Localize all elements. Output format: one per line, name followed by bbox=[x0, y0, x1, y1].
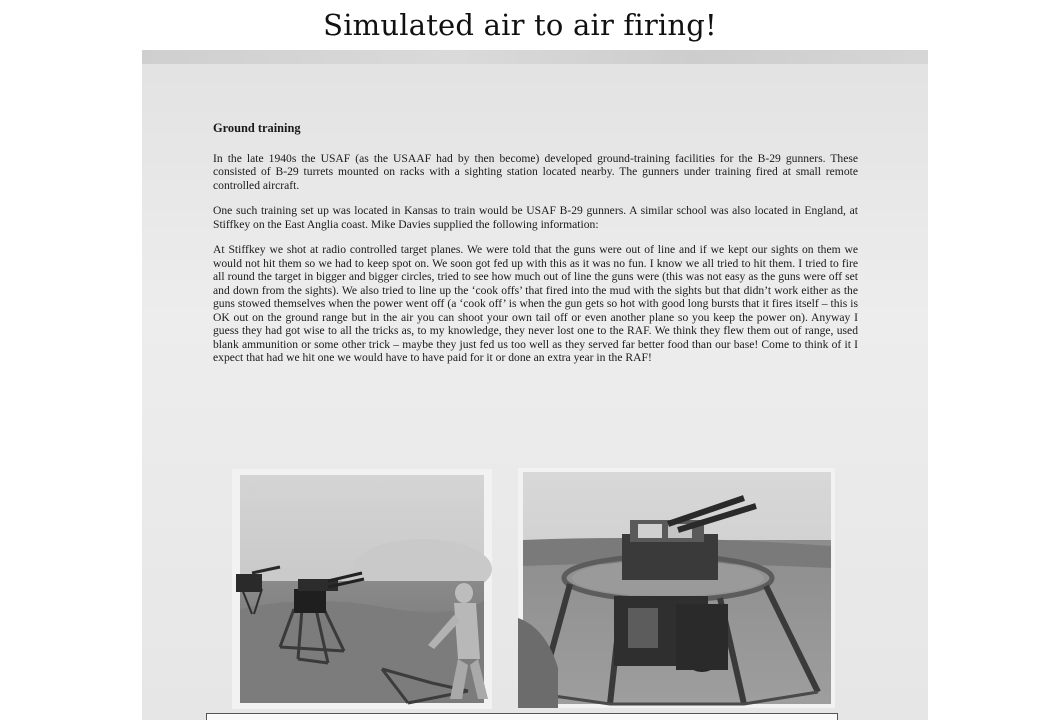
document-paragraph-1: In the late 1940s the USAF (as the USAAF had by then become) developed ground-training facilities for the B-29 gunners. These consisted of B-29 turrets mounted on racks with a sighting station located nearby. The gunners under training fired at small remote controlled aircraft. bbox=[213, 151, 858, 192]
document-text bbox=[213, 122, 858, 377]
photo-gunnery-range-image bbox=[232, 469, 492, 709]
scan-edge-strip bbox=[142, 50, 928, 64]
document-heading: Ground training bbox=[213, 121, 301, 135]
photo-turret-rack bbox=[518, 468, 835, 708]
photo-gunnery-range bbox=[232, 469, 492, 709]
document-paragraph-2: One such training set up was located in Kansas to train would be USAF B-29 gunners. A similar school was also located in England, at Stiffkey on the East Anglia coast. Mike Davies supplied the following information: bbox=[213, 204, 858, 231]
page-bottom-edge bbox=[206, 713, 838, 720]
photo-turret-rack-image bbox=[518, 468, 835, 708]
slide-title: Simulated air to air firing! bbox=[323, 8, 717, 42]
scanned-page bbox=[142, 50, 928, 720]
document-paragraph-3: At Stiffkey we shot at radio controlled target planes. We were told that the guns were out of line and if we kept our sights on them we would not hit them so we had to keep spot on. We soon got fed up with this as it was no fun. I know we all tried to hit them. I tried to fire all round the target in bigger and bigger circles, tried to see how much out of line the guns were (this was not easy as the guns were off set and down from the sights). We also tried to line up the ‘cook offs’ that fired into the mud with the sights but that didn’t work either as the guns stowed themselves when the power went off (a ‘cook off’ is when the gun gets so hot with good long bursts that it fires itself – this is OK out on the ground range but in the air you can shoot your own tail off or even another plane so you keep the power on). Anyway I guess they had got wise to all the tricks as, to my knowledge, they never lost one to the RAF. We think they flew them out of range, used blank ammunition or some other trick – maybe they just fed us too well as they served far better food than our base! Come to think of it I expect that had we hit one we would have to have paid for it or done an extra year in the RAF! bbox=[213, 243, 858, 364]
